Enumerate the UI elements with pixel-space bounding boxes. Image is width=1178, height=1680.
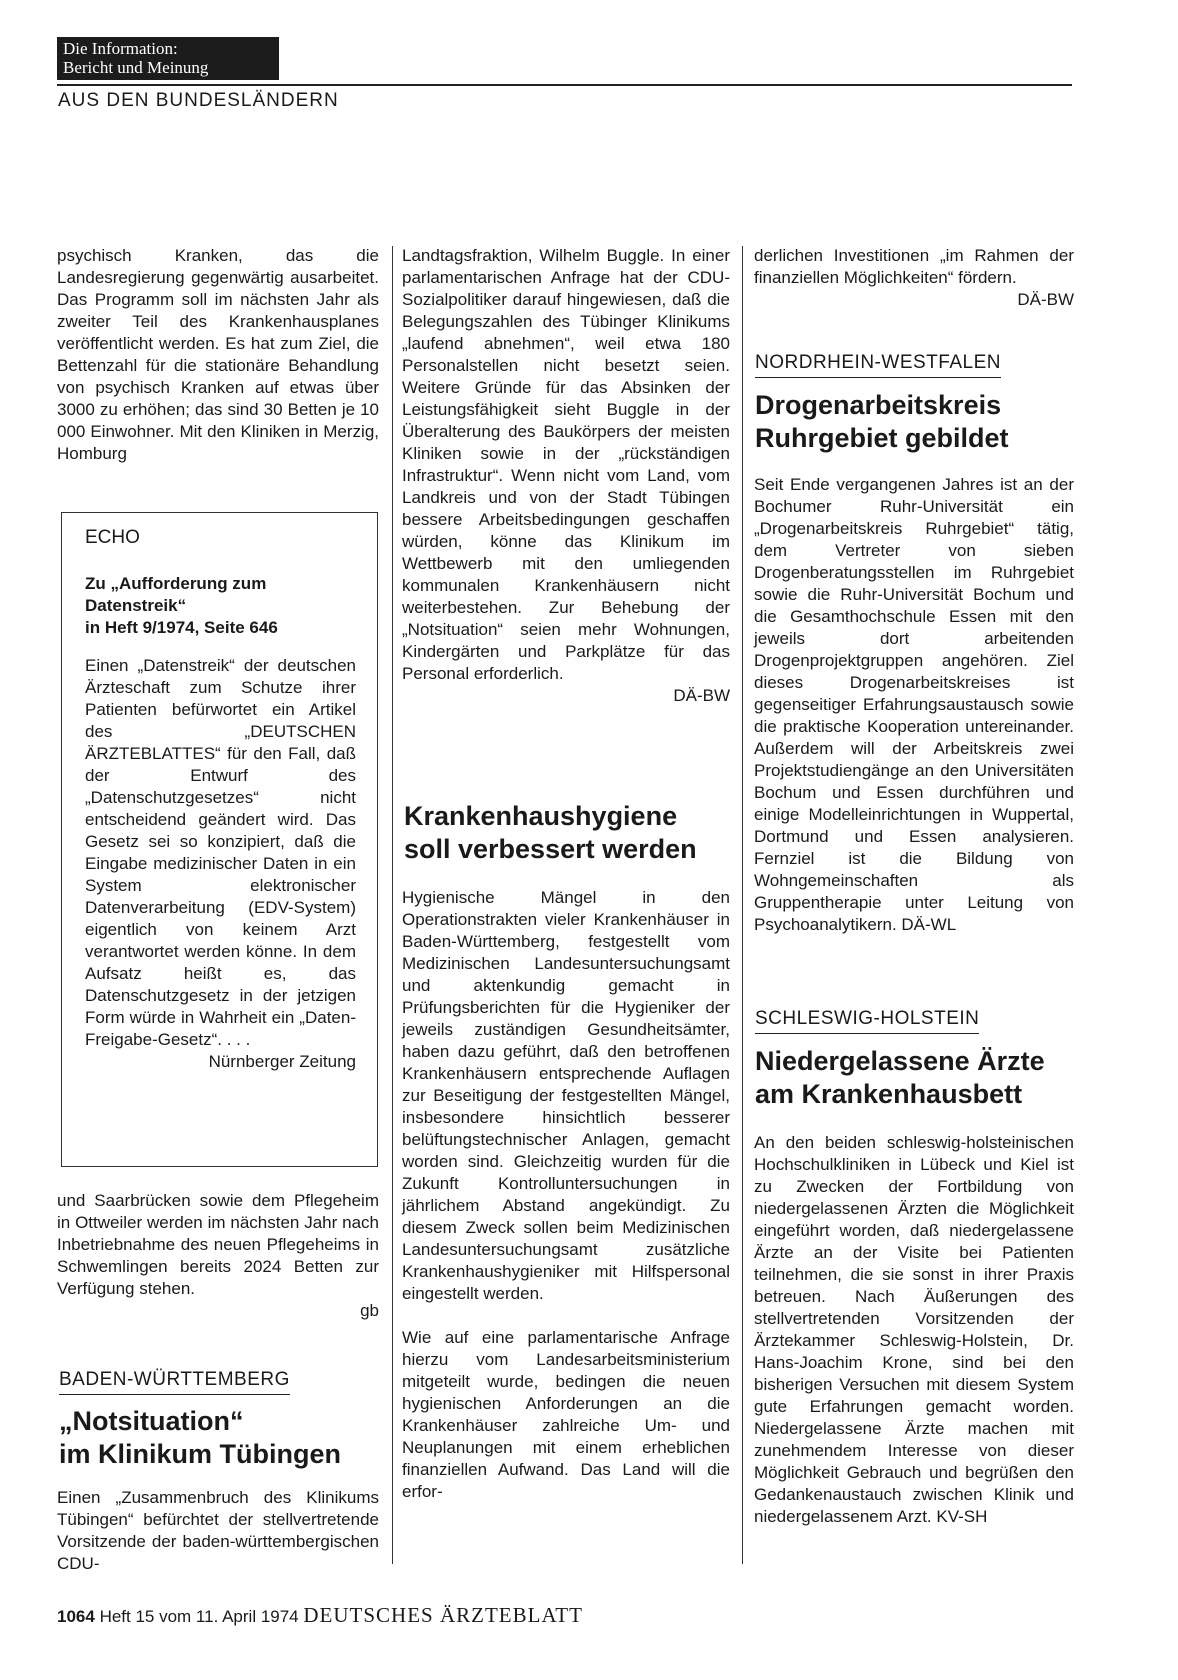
col2-article <box>402 887 730 1503</box>
rubric-box <box>57 37 279 80</box>
headline-drogenarbeitskreis-line-2: Ruhrgebiet gebildet <box>755 423 1009 453</box>
col3-article-2-paragraph: An den beiden schleswig-holsteinischen Hochschulkliniken in Lübeck und Kiel ist zu Zwecken der Fortbildung von niedergelassenen Ärzten die Möglichkeit eingeführt worden, daß niedergelassene Ärzte an der Visite bei Patienten teilnehmen, die sie sonst in ihrer Praxis betreuen. Nach Äußerungen des stellvertretenden Vorsitzenden der Ärztekammer Schleswig-Holstein, Dr. Hans-Joachim Krone, sind bei den bisherigen Versuchen mit diesem System gute Erfahrungen gemacht worden. Niedergelassene Ärzte machen mit zunehmendem Interesse von dieser Möglichkeit Gebrauch und begrüßen den Gedankenaustauch zwischen Klinik und niedergelassenem Arzt. KV-SH <box>754 1133 1074 1526</box>
col3-top-signature: DÄ-BW <box>1017 290 1074 309</box>
col1-bottom-paragraph: und Saarbrücken sowie dem Pflegeheim in Ottweiler werden im nächsten Jahr nach Inbetriebnahme des neuen Pflegeheims in Schwemlingen bereits 2024 Betten zur Verfügung stehen. <box>57 1191 379 1298</box>
col1-top-paragraph: psychisch Kranken, das die Landesregierung gegenwärtig ausarbeitet. Das Programm soll im nächsten Jahr als zweiter Teil des Krankenhausplanes veröffentlicht werden. Es hat zum Ziel, die Bettenzahl für die stationäre Behandlung von psychisch Kranken auf etwas über 3000 zu erhöhen; das sind 30 Betten je 10 000 Einwohner. Mit den Kliniken in Merzig, Homburg <box>57 246 379 463</box>
header-rule <box>57 84 1072 86</box>
headline-notsituation-line-1: „Notsituation“ <box>59 1406 244 1436</box>
headline-niedergelassene-aerzte <box>755 1045 1045 1111</box>
headline-notsituation <box>59 1405 341 1471</box>
col1-article-start <box>57 1487 379 1575</box>
col2-paragraph-1: Hygienische Mängel in den Operationstrakten vieler Krankenhäuser in Baden-Württemberg, festgestellt vom Medizinischen Landesuntersuchungsamt und aktenkundig gemacht in Prüfungsberichten für die Hygieniker der jeweils zuständigen Gesundheitsämter, haben dazu geführt, daß den betroffenen Krankenhäusern entsprechende Auflagen zur Beseitigung der festgestellten Mängel, insbesondere hinsichtlich besserer belüftungstechnischer Anlagen, gemacht worden sind. Gleichzeitig wurden für die Zukunft Kontrolluntersuchungen in jährlichem Abstand angekündigt. Zu diesem Zweck sollen beim Medizinischen Landesuntersuchungsamt zusätzliche Krankenhaushygieniker mit Hilfspersonal eingestellt werden. <box>402 888 730 1303</box>
region-baden-wuerttemberg: BADEN-WÜRTTEMBERG <box>59 1369 290 1395</box>
echo-title: ECHO <box>85 527 140 548</box>
col3-article-1-paragraph: Seit Ende vergangenen Jahres ist an der Bochumer Ruhr-Universität ein „Drogenarbeitskreis Ruhrgebiet“ tätig, dem Vertreter von sieben Drogenberatungsstellen im Ruhrgebiet sowie die Ruhr-Universität Bochum und die Gesamthochschule Essen mit den jeweils dort arbeitenden Drogenprojektgruppen angehören. Ziel dieses Drogenarbeitskreises ist gegenseitiger Erfahrungsaustausch sowie die praktische Kooperation untereinander. Außerdem will der Arbeitskreis zwei Projektstudiengänge an den Universitäten Bochum und Essen durchführen und einige Modelleinrichtungen in Wuppertal, Dortmund und Essen analysieren. Fernziel ist die Bildung von Wohngemeinschaften als Gruppentherapie unter Leitung von Psychoanalytikern. DÄ-WL <box>754 475 1074 934</box>
col3-top-paragraph: derlichen Investitionen „im Rahmen der finanziellen Möglichkeiten“ fördern. <box>754 246 1074 287</box>
headline-krankenhaushygiene-line-2: soll verbessert werden <box>404 834 697 864</box>
rubric-line-2: Bericht und Meinung <box>63 58 209 77</box>
journal-title: DEUTSCHES ÄRZTEBLATT <box>303 1603 583 1627</box>
echo-source: Nürnberger Zeitung <box>208 1052 356 1071</box>
headline-niedergelassene-aerzte-line-2: am Krankenhausbett <box>755 1079 1023 1109</box>
rubric-line-1: Die Information: <box>63 39 178 58</box>
echo-reference-line-1: Zu „Aufforderung zum Datenstreik“ <box>85 574 267 615</box>
col3-top-text <box>754 245 1074 311</box>
col1-article-paragraph: Einen „Zusammenbruch des Klinikums Tübingen“ befürchtet der stellvertretende Vorsitzende der baden-württembergischen CDU- <box>57 1488 379 1573</box>
headline-niedergelassene-aerzte-line-1: Niedergelassene Ärzte <box>755 1046 1045 1076</box>
col2-paragraph-2: Wie auf eine parlamentarische Anfrage hierzu vom Landesarbeitsministerium mitgeteilt wurde, bedingen die neuen hygienischen Anforderungen an die Krankenhäuser zahlreiche Um- und Neuplanungen mit einem erheblichen finanziellen Aufwand. Das Land will die erfor- <box>402 1328 730 1501</box>
col1-bottom-text <box>57 1190 379 1322</box>
page-number: 1064 <box>57 1607 95 1626</box>
echo-reference-line-2: in Heft 9/1974, Seite 646 <box>85 618 278 637</box>
headline-krankenhaushygiene <box>404 800 697 866</box>
col1-top-text <box>57 245 379 465</box>
headline-drogenarbeitskreis <box>755 389 1009 455</box>
col3-article-2 <box>754 1132 1074 1528</box>
page-footer <box>57 1603 583 1628</box>
col2-top-signature: DÄ-BW <box>673 686 730 705</box>
echo-box <box>61 512 378 1167</box>
column-divider-1 <box>392 246 393 1564</box>
section-label: AUS DEN BUNDESLÄNDERN <box>58 90 339 111</box>
headline-notsituation-line-2: im Klinikum Tübingen <box>59 1439 341 1469</box>
region-nordrhein-westfalen: NORDRHEIN-WESTFALEN <box>755 352 1001 378</box>
echo-reference <box>85 573 356 639</box>
col3-article-1 <box>754 474 1074 936</box>
col2-top-text <box>402 245 730 707</box>
issue-info: Heft 15 vom 11. April 1974 <box>99 1607 299 1626</box>
headline-krankenhaushygiene-line-1: Krankenhaushygiene <box>404 801 678 831</box>
col1-bottom-signature: gb <box>360 1301 379 1320</box>
col2-top-paragraph: Landtagsfraktion, Wilhelm Buggle. In einer parlamentarischen Anfrage hat der CDU-Sozialpolitiker darauf hingewiesen, daß die Belegungszahlen des Tübinger Klinikums „laufend abnehmen“, weil etwa 180 Personalstellen nicht besetzt seien. Weitere Gründe für das Absinken der Leistungsfähigkeit sieht Buggle in der Überalterung des Baukörpers der meisten Kliniken sowie in der „rückständigen Infrastruktur“. Wenn nicht vom Land, vom Landkreis und von der Stadt Tübingen bessere Arbeitsbedingungen geschaffen würden, könne das Klinikum im Wettbewerb mit den umliegenden kommunalen Krankenhäusern nicht weiterbestehen. Zur Behebung der „Notsituation“ seien mehr Wohnungen, Kindergärten und Parkplätze für das Personal erforderlich. <box>402 246 730 683</box>
echo-body: Einen „Datenstreik“ der deutschen Ärzteschaft zum Schutze ihrer Patienten befürwortet ein Artikel des „DEUTSCHEN ÄRZTEBLATTES“ für den Fall, daß der Entwurf des „Datenschutzgesetzes“ nicht entscheidend geändert wird. Das Gesetz sei so konzipiert, daß die Eingabe medizinischer Daten in ein System elektronischer Datenverarbeitung (EDV-System) eigentlich von keinem Arzt verantwortet werden könne. In dem Aufsatz heißt es, das Datenschutzgesetz in der jetzigen Form würde in Wahrheit ein „Daten-Freigabe-Gesetz“. . . . <box>85 656 356 1049</box>
region-schleswig-holstein: SCHLESWIG-HOLSTEIN <box>755 1008 979 1034</box>
headline-drogenarbeitskreis-line-1: Drogenarbeitskreis <box>755 390 1002 420</box>
column-divider-2 <box>742 246 743 1564</box>
